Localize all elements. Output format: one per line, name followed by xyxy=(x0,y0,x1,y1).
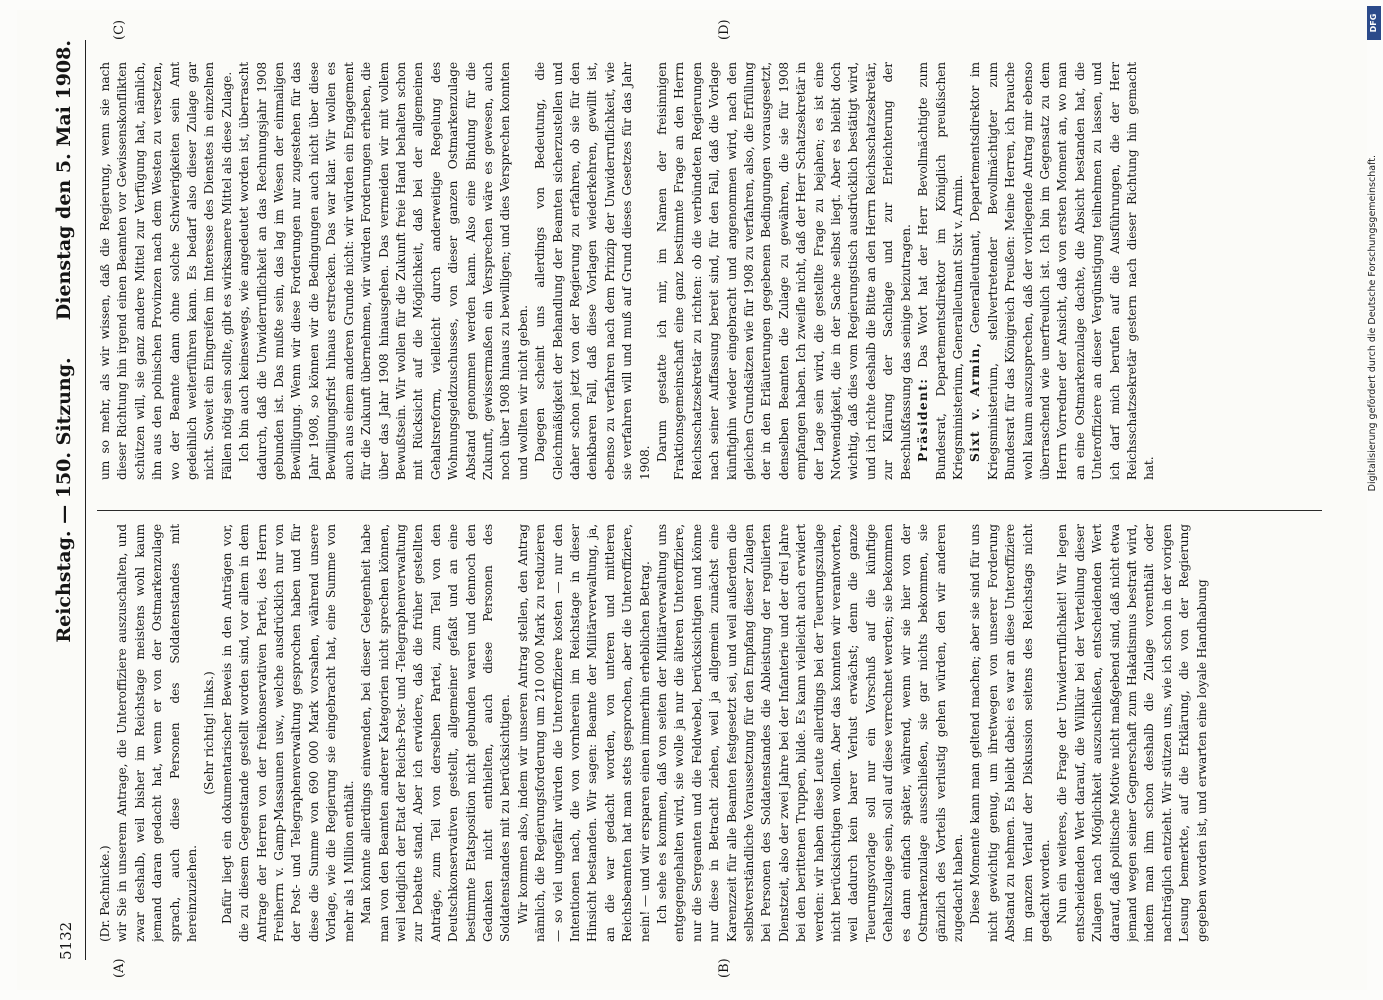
paragraph: Man könnte allerdings einwenden, bei dieser Gelegenheit habe man von den Beamten anderer Kategorien nicht sprechen können, weil lediglich der Etat der Reichs-Post- und -Telegraphenverwaltung zur Debatte stand. Aber ich erwidere, daß die früher gestellten Anträge, zum Teil von derselben Partei, zum Teil von den Deutschkonservativen gestellt, allgemeiner gefaßt und an eine bestimmte Etatsposition nicht gebunden waren und dennoch den Gedanken nicht enthielten, auch diese Personen des Soldatenstandes mit zu berücksichtigen. xyxy=(359,524,513,942)
president-statement xyxy=(915,62,967,480)
paragraph: Darum gestatte ich mir, im Namen der freisinnigen Fraktionsgemeinschaft eine ganz bestimmte Frage an den Herrn Reichsschatzsekretär zu richten: ob die verbündeten Regierungen nach seiner Auffassung bereit sind, für den Fall, daß die Vorlage künftighin wieder eingebracht und angenommen wird, nach den gleichen Grundsätzen wie für 1908 zu verfahren, also, die Erfüllung der in den Erläuterungen gegebenen Bedingungen vorausgesetzt, denselben Beamten die Zulage zu gewähren, die sie für 1908 empfangen haben. Ich zweifle nicht, daß der Herr Schatzsekretär in der Lage sein wird, die gestellte Frage zu bejahen; es ist eine Notwendigkeit, die in der Sache selbst liegt. Aber es bleibt doch wichtig, daß dies vom Regierungstisch ausdrücklich bestätigt wird, und ich richte deshalb die Bitte an den Herrn Reichsschatzsekretär, zur Klärung der Sachlage und zur Erleichterung der Beschlußfassung das seinige beizutragen. xyxy=(655,62,913,480)
left-column xyxy=(97,524,1322,942)
dfg-logo xyxy=(1367,6,1381,40)
paragraph: Ich sehe es kommen, daß von seiten der Militärverwaltung uns entgegengehalten wird, sie wolle ja nur die älteren Unteroffiziere, nur die Sergeanten und die Feldwebel, berücksichtigen und könne nur diese in Betracht ziehen, weil ja allgemein zunächst eine Karenzzeit für alle Beamten festgesetzt sei, und weil außerdem die selbstverständliche Voraussetzung für den Empfang dieser Zulagen bei Personen des Soldatenstandes die Ableistung der regulierten Dienstzeit, also der zwei Jahre bei der Infanterie und der drei Jahre bei den berittenen Truppen, bilde. Es kann vielleicht auch erwidert werden: wir haben diese Leute allerdings bei der Teuerungszulage nicht berücksichtigen wollen. Aber das konnten wir verantworten, weil dadurch kein barer Verlust erwächst; denn die ganze Teuerungsvorlage soll nur ein Vorschuß auf die künftige Gehaltszulage sein, soll auf diese verrechnet werden; sie bekommen es dann einfach später, während, wenn wir sie hier von der Ostmarkenzulage ausschließen, sie gar nichts bekommen, sie gänzlich des Vorteils verlustig gehen würden, den wir anderen zugedacht haben. xyxy=(655,524,965,942)
digitization-sidebar xyxy=(1367,8,1381,1000)
paragraph: Dagegen scheint uns allerdings von Bedeutung, die Gleichmäßigkeit der Behandlung der Beamten sicherzustellen und daher schon jetzt von der Regierung zu erfahren, ob sie für den denkbaren Fall, daß diese Vorlagen wiederkehren, gewillt ist, ebenso zu verfahren nach dem Prinzip der Unwiderruflichkeit, wie sie verfahren will und muß auf Grund dieses Gesetzes für das Jahr 1908. xyxy=(533,62,652,480)
paragraph: Nun ein weiteres, die Frage der Unwiderruflichkeit! Wir legen entscheidenden Wert darauf, die Willkür bei der Verteilung dieser Zulagen nach Möglichkeit auszuschließen, entscheidenden Wert darauf, daß politische Motive nicht maßgebend sind, daß nicht etwa jemand wegen seiner Gegnerschaft zum Hakatismus bestraft wird, indem man ihm schon deshalb die Zulage vorenthält oder nachträglich entzieht. Wir stützen uns, wie ich schon in der vorigen Lesung bemerkte, auf die Erklärung, die von der Regierung gegeben worden ist, und erwarten eine loyale Handhabung xyxy=(1055,524,1209,942)
right-column xyxy=(97,62,1322,480)
margin-mark-d: (D) xyxy=(717,19,732,40)
paragraph: Dafür liegt ein dokumentarischer Beweis in den Anträgen vor, die zu diesem Gegenstande gestellt worden sind, vor allem in dem Antrage der Herren von der freikonservativen Partei, des Herrn Freiherrn v. Gamp-Massaunen usw., welche ausdrücklich nur von der Post- und Telegraphenverwaltung gesprochen haben und für diese die Summe von 690 000 Mark vorsahen, während unsere Vorlage, wie die Regierung sie eingebracht hat, eine Summe von mehr als 1 Million enthält. xyxy=(219,524,356,942)
page-header xyxy=(39,40,86,960)
paragraph: Wir kommen also, indem wir unseren Antrag stellen, den Antrag nämlich, die Regierungsforderung um 210 000 Mark zu reduzieren — so viel ungefähr würden die Unteroffiziere kosten — nur den Intentionen nach, die von vornherein im Reichstage in dieser Hinsicht bestanden. Wir sagen: Beamte der Militärverwaltung, ja, an die war gedacht worden, von unteren und mittleren Reichsbeamten hat man stets gesprochen, aber die Unteroffiziere, nein! — und wir ersparen einen immerhin erheblichen Betrag. xyxy=(515,524,652,942)
paragraph: Ich bin auch keineswegs, wie angedeutet worden ist, überrascht dadurch, daß die Unwiderruflichkeit an das Rechnungsjahr 1908 gebunden ist. Das mußte sein, das lag im Wesen der einmaligen Bewilligung. Wenn wir diese Forderungen nur zugestehen für das Jahr 1908, so können wir die Bedingungen auch nicht über diese Bewilligungsfrist hinaus erstrecken. Das war klar. Wir wollen es auch aus einem anderen Grunde nicht: wir würden ein Engagement für die Zukunft übernehmen, wir würden Forderungen erheben, die über das Jahr 1908 hinausgehen. Das vermeiden wir mit vollem Bewußtsein. Wir wollen für die Zukunft freie Hand behalten schon mit Rücksicht auf die Möglichkeit, daß bei der allgemeinen Gehaltsreform, vielleicht durch anderweitige Regelung des Wohnungsgeldzuschusses, von dieser ganzen Ostmarkenzulage Abstand genommen werden kann. Also eine Bindung für die Zukunft, gewissermaßen ein Versprechen wäre es gewesen, auch noch über 1908 hinaus zu bewilligen; und dies Versprechen konnten und wollten wir nicht geben. xyxy=(237,62,530,480)
paragraph: wir Sie in unserem Antrage, die Unteroffiziere auszuschalten, und zwar deshalb, weil bisher im Reichstage meistens wohl kaum jemand daran gedacht hat, wenn er von der Ostmarkenzulage sprach, auch diese Personen des Soldatenstandes mit hereinzuziehen. xyxy=(115,524,200,942)
paragraph: um so mehr, als wir wissen, daß die Regierung, wenn sie nach dieser Richtung hin irgend einen Beamten vor Gewissenskonflikten schützen will, sie ganz andere Mittel zur Verfügung hat, nämlich, ihn aus den polnischen Provinzen nach dem Westen zu versetzen, wo der Beamte dann ohne solche Schwierigkeiten sein Amt gedeihlich weiterführen kann. Es bedarf also dieser Zulage gar nicht. Soweit ein Eingreifen im Interesse des Dienstes in einzelnen Fällen nötig sein sollte, gibt es wirksamere Mittel als diese Zulage. xyxy=(98,62,234,480)
applause-note: (Sehr richtig! links.) xyxy=(202,671,217,795)
president-text: Das Wort hat der Herr Bevollmächtigte zum Bundesrat, Departementsdirektor im Königlich preußischen Kriegsministerium, Generalleutnant Sixt v. Armin. xyxy=(916,62,965,480)
paragraph: Diese Momente kann man geltend machen; aber sie sind für uns nicht gewichtig genug, um ihretwegen von unserer Forderung Abstand zu nehmen. Es bleibt dabei: es war an diese Unteroffiziere im ganzen Verlauf der Diskussion seitens des Reichstags nicht gedacht worden. xyxy=(968,524,1052,942)
speaker-name: Sixt v. Armin, xyxy=(968,341,983,462)
margin-mark-b: (B) xyxy=(717,958,732,978)
document-page xyxy=(17,10,1367,990)
speaker-reference: (Dr. Pachnicke.) xyxy=(98,845,112,942)
session-title: Reichstag. — 150. Sitzung. xyxy=(53,357,75,643)
column-divider xyxy=(97,510,1322,511)
margin-mark-c: (C) xyxy=(112,19,127,40)
session-date: Dienstag den 5. Mai 1908. xyxy=(53,40,75,321)
dfg-logo-text: DFG xyxy=(1369,13,1378,33)
margin-mark-a: (A) xyxy=(112,958,127,978)
digitization-note: Digitalisierung gefördert durch die Deutsche Forschungsgemeinschaft. xyxy=(1367,155,1378,492)
speaker-statement xyxy=(967,62,1158,480)
page-number: 5132 xyxy=(57,921,75,960)
president-label: Präsident: xyxy=(916,377,931,462)
speaker-text: Generalleutnant, Departementsdirektor im Kriegsministerium, stellvertretender Bevollmächtigter zum Bundesrat für das Königreich Preußen: Meine Herren, ich brauche wohl kaum auszusprechen, daß der vorliegende Antrag mir ebenso überraschend wie unerfreulich ist. Ich bin im Gegensatz zu dem Herrn Vorredner der Ansicht, daß von ersten Moment an, wo man an eine Ostmarkenzulage dachte, die Absicht bestanden hat, die Unteroffiziere an dieser Vergünstigung teilnehmen zu lassen, und ich darf mich berufen auf die Ausführungen, die der Herr Reichsschatzsekretär gestern nach dieser Richtung hin gemacht hat. xyxy=(968,62,1157,480)
rotated-page-scan xyxy=(17,10,1367,990)
